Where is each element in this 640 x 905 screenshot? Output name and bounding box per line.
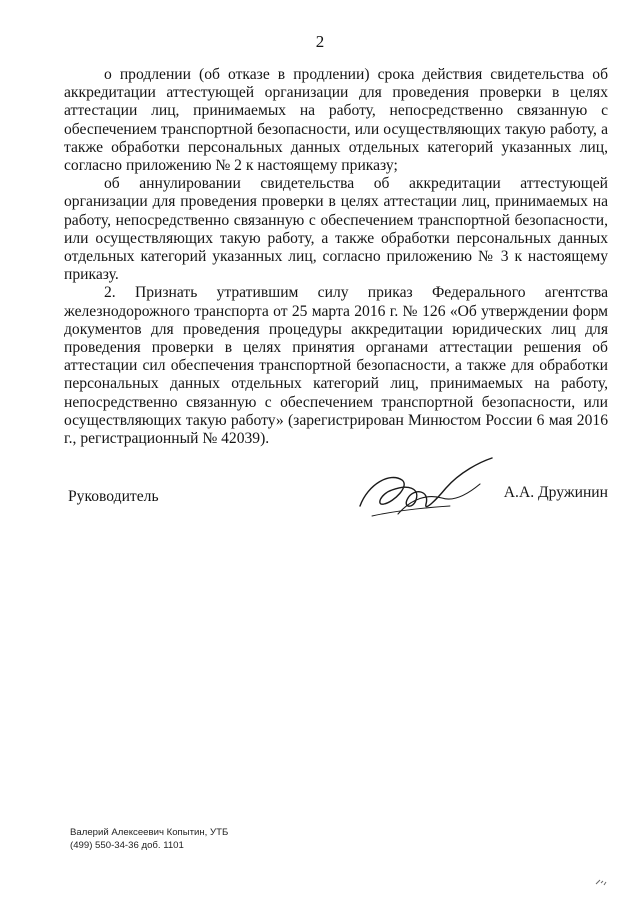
paragraph-repeal: 2. Признать утратившим силу приказ Федерального агентства железнодорожного транспорта от 25 марта 2016 г. № 126 «Об утверждении форм документов для проведения процедуры аккредитации юридических лиц для проведения проверки в целях принятия органами аттестации решения об аттестации сил обеспечения транспортной безопасности, а также для обработки персональных данных отдельных категорий лиц, принимаемых на работу, непосредственно связанную с обеспечением транспортной безопасности, или осуществляющих такую работу» (зарегистрирован Минюстом России 6 мая 2016 г., регистрационный № 42039). xyxy=(64,284,608,448)
signature-block xyxy=(68,484,608,534)
paragraph-annulment: об аннулировании свидетельства об аккредитации аттестующей организации для проведения проверки в целях аттестации лиц, принимаемых на работу, непосредственно связанную с обеспечением транспортной безопасности, или осуществляющих такую работу, а также обработки персональных данных отдельных категорий указанных лиц, согласно приложению № 3 к настоящему приказу. xyxy=(64,175,608,284)
executor-phone: (499) 550-34-36 доб. 1101 xyxy=(70,839,184,851)
handwritten-signature xyxy=(350,454,500,528)
document-body xyxy=(64,66,608,448)
signer-title: Руководитель xyxy=(68,488,159,505)
scan-artifact-mark xyxy=(594,876,608,886)
page-number: 2 xyxy=(315,32,325,51)
paragraph-extension: о продлении (об отказе в продлении) срока действия свидетельства об аккредитации аттестующей организации для проведения проверки в целях аттестации лиц, принимаемых на работу, непосредственно связанную с обеспечением транспортной безопасности, или осуществляющих такую работу, а также обработки персональных данных отдельных категорий указанных лиц, согласно приложению № 2 к настоящему приказу; xyxy=(64,66,608,175)
executor-name: Валерий Алексеевич Копытин, УТБ xyxy=(70,827,229,838)
executor-contact xyxy=(70,827,228,852)
signer-name: А.А. Дружинин xyxy=(503,484,608,501)
